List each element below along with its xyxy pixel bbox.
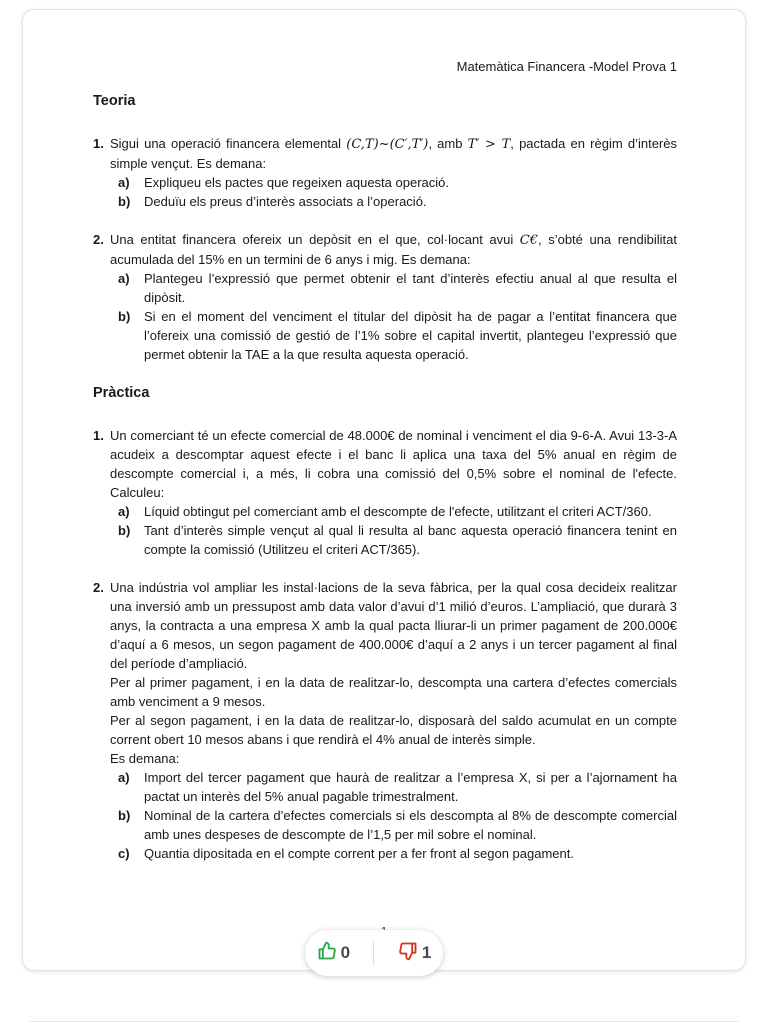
sub-question-text: Si en el moment del venciment el titular del dipòsit ha de pagar a l’entitat financera que l’ofereix una comissió de gestió de l’1% sobre el capital invertit, plantegeu l’expressió que permet obtenir la TAE a la que resulta aquesta operació. [144, 309, 677, 362]
sub-question-letter: a) [118, 271, 130, 286]
bottom-divider [30, 1021, 738, 1022]
downvote-button[interactable] [398, 941, 431, 966]
sub-question-text: Import del tercer pagament que haurà de realitzar a l’empresa X, si per a l’ajornament ha pactat un interès del 5% anual pagable trimestralment. [144, 770, 677, 804]
question-text-part: Sigui una operació financera elemental [110, 136, 347, 151]
sub-question [110, 173, 677, 192]
question-text-part: , amb [428, 136, 468, 151]
question-number: 2. [93, 580, 104, 595]
section-title-practica: Pràctica [93, 385, 150, 401]
question-text-part: Una entitat financera ofereix un depòsit en el que, col·locant avui [110, 232, 520, 247]
sub-question-list [110, 269, 677, 364]
thumbs-up-icon [317, 941, 337, 966]
upvote-button[interactable] [317, 941, 350, 966]
sub-question-letter: b) [118, 523, 131, 538]
sub-question-list [110, 768, 677, 863]
sub-question-text: Plantegeu l’expressió que permet obtenir el tant d’interès efectiu anual al que resulta el dipòsit. [144, 271, 677, 305]
teoria-question-1 [93, 134, 677, 211]
sub-question [110, 768, 677, 806]
document-header: Matemàtica Financera -Model Prova 1 [456, 59, 677, 74]
teoria-question-2 [93, 230, 677, 364]
practica-question-2 [93, 578, 677, 863]
question-text-part: , s’obté una rendibilitat acumulada del 15% en un termini de 6 anys i mig. Es demana: [110, 232, 677, 267]
document-page [22, 9, 746, 971]
sub-question-letter: a) [118, 504, 130, 519]
sub-question-text: Deduïu els preus d’interès associats a l’operació. [144, 194, 427, 209]
sub-question [110, 806, 677, 844]
question-paragraph: Per al primer pagament, i en la data de realitzar-lo, descompta una cartera d’efectes comercials amb venciment a 9 mesos. [110, 675, 677, 709]
question-paragraph: Una indústria vol ampliar les instal·lacions de la seva fàbrica, per la qual cosa decideix realitzar una inversió amb un pressupost amb data valor d’avui d’1 milió d’euros. L’ampliació, que durarà 3 anys, la contracta a una empresa X amb la qual pacta lliurar-li un primer pagament de 200.000€ d’aquí a 6 mesos, un segon pagament de 400.000€ d’aquí a 2 anys i un tercer pagament al final del període d’ampliació. [110, 580, 677, 671]
sub-question [110, 269, 677, 307]
sub-question [110, 502, 677, 521]
upvote-count: 0 [340, 943, 351, 962]
math-expression: C€ [519, 233, 539, 248]
math-expression: T′ > T [467, 137, 511, 152]
sub-question-letter: a) [118, 770, 130, 785]
question-paragraph: Es demana: [110, 751, 180, 766]
sub-question [110, 521, 677, 559]
question-text [110, 134, 677, 173]
question-text-part: , pactada en règim d’interès simple vençut. Es demana: [110, 136, 677, 171]
sub-question-text: Tant d’interès simple vençut al qual li resulta al banc aquesta operació financera tenint en compte la comissió (Utilitzeu el criteri ACT/365). [144, 523, 677, 557]
sub-question [110, 307, 677, 364]
sub-question-list [110, 502, 677, 559]
question-paragraph: Per al segon pagament, i en la data de realitzar-lo, disposarà del saldo acumulat en un compte corrent obert 10 mesos abans i que rendirà el 4% anual de interès simple. [110, 713, 677, 747]
sub-question-letter: b) [118, 808, 131, 823]
thumbs-down-icon [398, 941, 418, 966]
section-title-teoria: Teoria [93, 93, 136, 109]
question-text [110, 230, 677, 269]
question-number: 1. [93, 428, 104, 443]
sub-question [110, 844, 677, 863]
math-expression: (C,T)~(C′,T′) [346, 137, 429, 152]
document-content [93, 91, 677, 882]
vote-divider [373, 941, 374, 965]
sub-question-text: Líquid obtingut pel comerciant amb el descompte de l'efecte, utilitzant el criteri ACT/360. [144, 504, 652, 519]
question-number: 1. [93, 136, 104, 151]
sub-question [110, 192, 677, 211]
vote-widget [305, 930, 443, 976]
sub-question-text: Expliqueu els pactes que regeixen aquesta operació. [144, 175, 449, 190]
sub-question-list [110, 173, 677, 211]
sub-question-letter: b) [118, 194, 131, 209]
sub-question-letter: a) [118, 175, 130, 190]
sub-question-letter: b) [118, 309, 131, 324]
question-number: 2. [93, 232, 104, 247]
sub-question-text: Nominal de la cartera d’efectes comercials si els descompta al 8% de descompte comercial amb unes despeses de descompte de l’1,5 per mil sobre el nominal. [144, 808, 677, 842]
practica-question-1 [93, 426, 677, 559]
sub-question-text: Quantia dipositada en el compte corrent per a fer front al segon pagament. [144, 846, 574, 861]
question-text: Un comerciant té un efecte comercial de 48.000€ de nominal i venciment el dia 9-6-A. Avui 13-3-A acudeix a descomptar aquest efecte i el banc li aplica una taxa del 5% anual en règim de descompte comercial i, a més, li cobra una comissió del 0,5% sobre el nominal de l'efecte. Calculeu: [110, 428, 677, 500]
downvote-count: 1 [421, 943, 432, 962]
sub-question-letter: c) [118, 846, 130, 861]
